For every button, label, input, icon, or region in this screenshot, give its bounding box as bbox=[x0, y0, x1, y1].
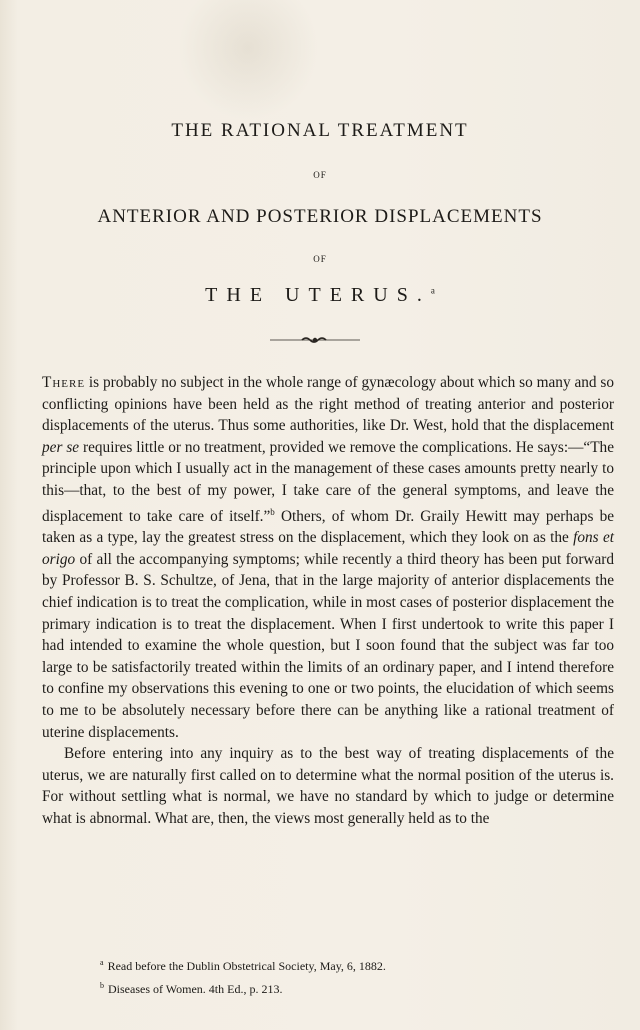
paragraph-1-text-c: Others, of whom Dr. Graily Hewitt may perhaps be taken as a type, lay the greatest stress on the displacement, which they look on as the bbox=[42, 507, 615, 547]
title-line-2: ANTERIOR AND POSTERIOR DISPLACEMENTS bbox=[97, 206, 543, 227]
title-line-3-text: THE UTERUS. bbox=[205, 284, 431, 306]
title-line-1: THE RATIONAL TREATMENT bbox=[171, 120, 469, 141]
paragraph-1-italic-a: per se bbox=[42, 438, 80, 456]
title-line-3 bbox=[0, 284, 640, 307]
paragraph-1 bbox=[42, 372, 614, 743]
footnote-a-mark: a bbox=[100, 958, 104, 967]
footnotes bbox=[42, 953, 614, 999]
footnote-a-text: Read before the Dublin Obstetrical Society, May, 6, 1882. bbox=[107, 959, 386, 973]
paragraph-1-text-b: requires little or no treatment, provided we remove the complications. He says:—“The principle upon which I usually act in the management of these cases amounts pretty nearly to this—that, to the best of my power, I take care of the general symptoms, and leave the displacement to take care of itself.” bbox=[42, 438, 614, 525]
body-text bbox=[42, 372, 614, 830]
title-of-2: OF bbox=[313, 254, 327, 264]
paragraph-1-italic-b: fons et origo bbox=[42, 529, 614, 568]
footnote-b bbox=[42, 976, 614, 999]
paragraph-1-text-d: of all the accompanying symptoms; while recently a third theory has been put forward by Professor B. S. Schultze, of Jena, that in the large majority of anterior displacements the chief indication is to treat the complication, while in most cases of posterior displacement the primary indication is to treat the displacement. When I first undertook to write this paper I had intended to examine the whole question, but I soon found that the subject was far too large to be satisfactorily treated within the limits of an ordinary paper, and I intend therefore to confine my observations this evening to one or two points, the elucidation of which seems to me to be absolutely necessary before there can be anything like a rational treatment of uterine displacements. bbox=[42, 550, 614, 741]
footnote-b-text: Diseases of Women. 4th Ed., p. 213. bbox=[108, 982, 283, 996]
paper-stain bbox=[178, 0, 318, 120]
footnote-b-mark: b bbox=[100, 981, 104, 990]
paragraph-1-text-a: is probably no subject in the whole range of gynæcology about which so many and so conflicting opinions have been held as the right method of treating anterior and posterior displacements of the uterus. Thus some authorities, like Dr. West, hold that the displacement bbox=[42, 374, 614, 435]
title-footnote-mark: a bbox=[430, 285, 435, 296]
title-of-1: OF bbox=[313, 170, 327, 180]
footnote-a bbox=[42, 953, 614, 976]
footnote-ref-b: b bbox=[270, 506, 275, 517]
ornament-divider bbox=[270, 336, 360, 344]
paragraph-1-opening: There bbox=[42, 374, 86, 391]
paragraph-2: Before entering into any inquiry as to the best way of treating displacements of the uterus, we are naturally first called on to determine what the normal position of the uterus is. For without settling what is normal, we have no standard by which to judge or determine what is abnormal. What are, then, the views most generally held as to the bbox=[42, 745, 614, 827]
